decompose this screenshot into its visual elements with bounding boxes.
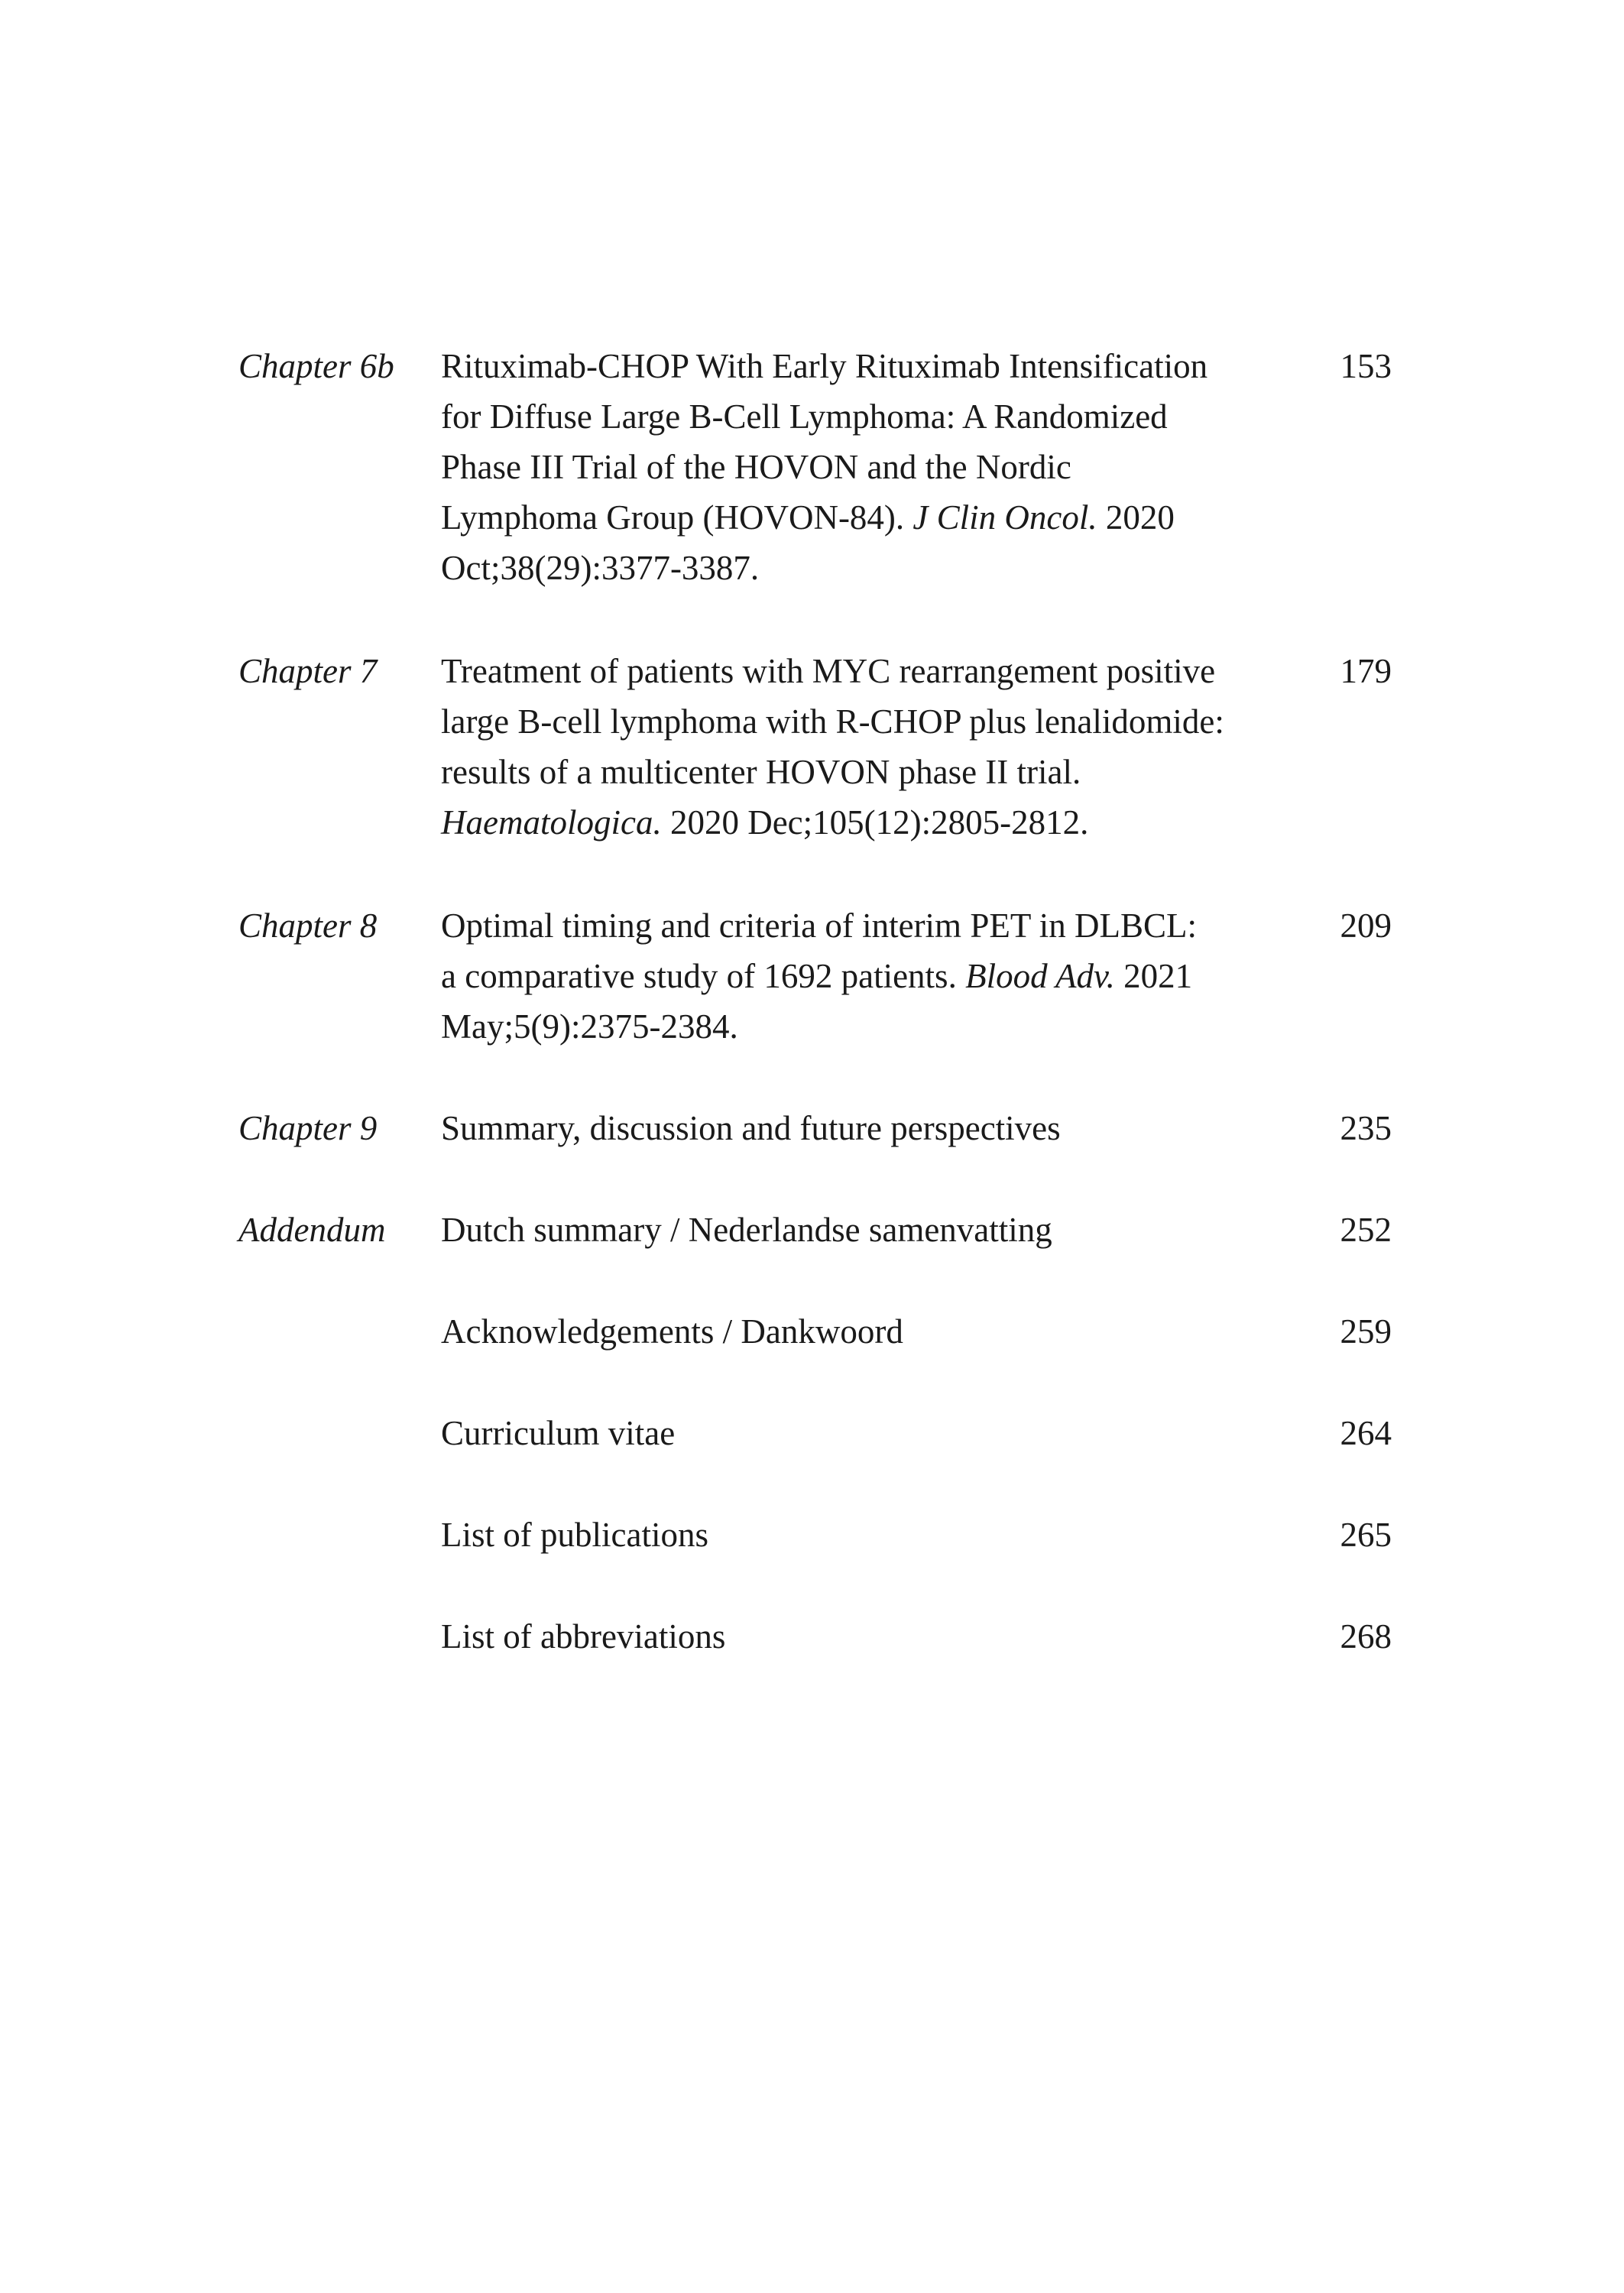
chapter-title [441,341,1305,593]
title-line [441,797,1305,848]
title-line: Curriculum vitae [441,1414,676,1452]
title-line: Summary, discussion and future perspectives [441,1109,1061,1147]
title-line: May;5(9):2375-2384. [441,1007,738,1046]
page-number: 153 [1340,347,1392,385]
title-line: List of publications [441,1516,708,1554]
title-line: Phase III Trial of the HOVON and the Nordic [441,448,1071,486]
citation-text: 2020 Dec;105(12):2805-2812. [661,803,1089,842]
page-number: 268 [1340,1617,1392,1656]
title-line: large B-cell lymphoma with R-CHOP plus lenalidomide: [441,702,1224,741]
title-line: results of a multicenter HOVON phase II trial. [441,753,1081,791]
chapter-title [441,1205,1305,1255]
page-number: 265 [1340,1516,1392,1554]
page-number: 235 [1340,1109,1392,1147]
title-line: Dutch summary / Nederlandse samenvatting [441,1211,1052,1249]
page-number: 209 [1340,906,1392,945]
citation-text: 2020 [1097,498,1175,537]
chapter-title [441,1103,1305,1153]
chapter-label: Chapter 6b [238,347,394,385]
title-line: Optimal timing and criteria of interim PET in DLBCL: [441,906,1198,945]
chapter-label: Addendum [238,1211,386,1249]
title-line [441,492,1305,543]
title-line [441,951,1305,1001]
title-text: a comparative study of 1692 patients. [441,957,966,995]
citation-text: 2021 [1114,957,1193,995]
page-number: 264 [1340,1414,1392,1452]
title-line: for Diffuse Large B-Cell Lymphoma: A Randomized [441,397,1168,436]
page-number: 179 [1340,652,1392,690]
title-line: Rituximab-CHOP With Early Rituximab Intensification [441,347,1208,385]
chapter-title [441,1408,1305,1458]
title-line: Treatment of patients with MYC rearrangement positive [441,652,1216,690]
chapter-title [441,646,1305,848]
journal-name: Haematologica. [441,803,662,842]
title-line: Acknowledgements / Dankwoord [441,1312,903,1351]
title-text: Lymphoma Group (HOVON-84). [441,498,913,537]
title-line: Oct;38(29):3377-3387. [441,549,760,587]
chapter-label: Chapter 7 [238,652,378,690]
chapter-label: Chapter 9 [238,1109,378,1147]
page-number: 252 [1340,1211,1392,1249]
chapter-title [441,1510,1305,1560]
chapter-title [441,900,1305,1052]
journal-name: J Clin Oncol. [912,498,1097,537]
chapter-title [441,1306,1305,1357]
journal-name: Blood Adv. [965,957,1115,995]
chapter-label: Chapter 8 [238,906,378,945]
chapter-title [441,1611,1305,1662]
page-number: 259 [1340,1312,1392,1351]
title-line: List of abbreviations [441,1617,726,1656]
